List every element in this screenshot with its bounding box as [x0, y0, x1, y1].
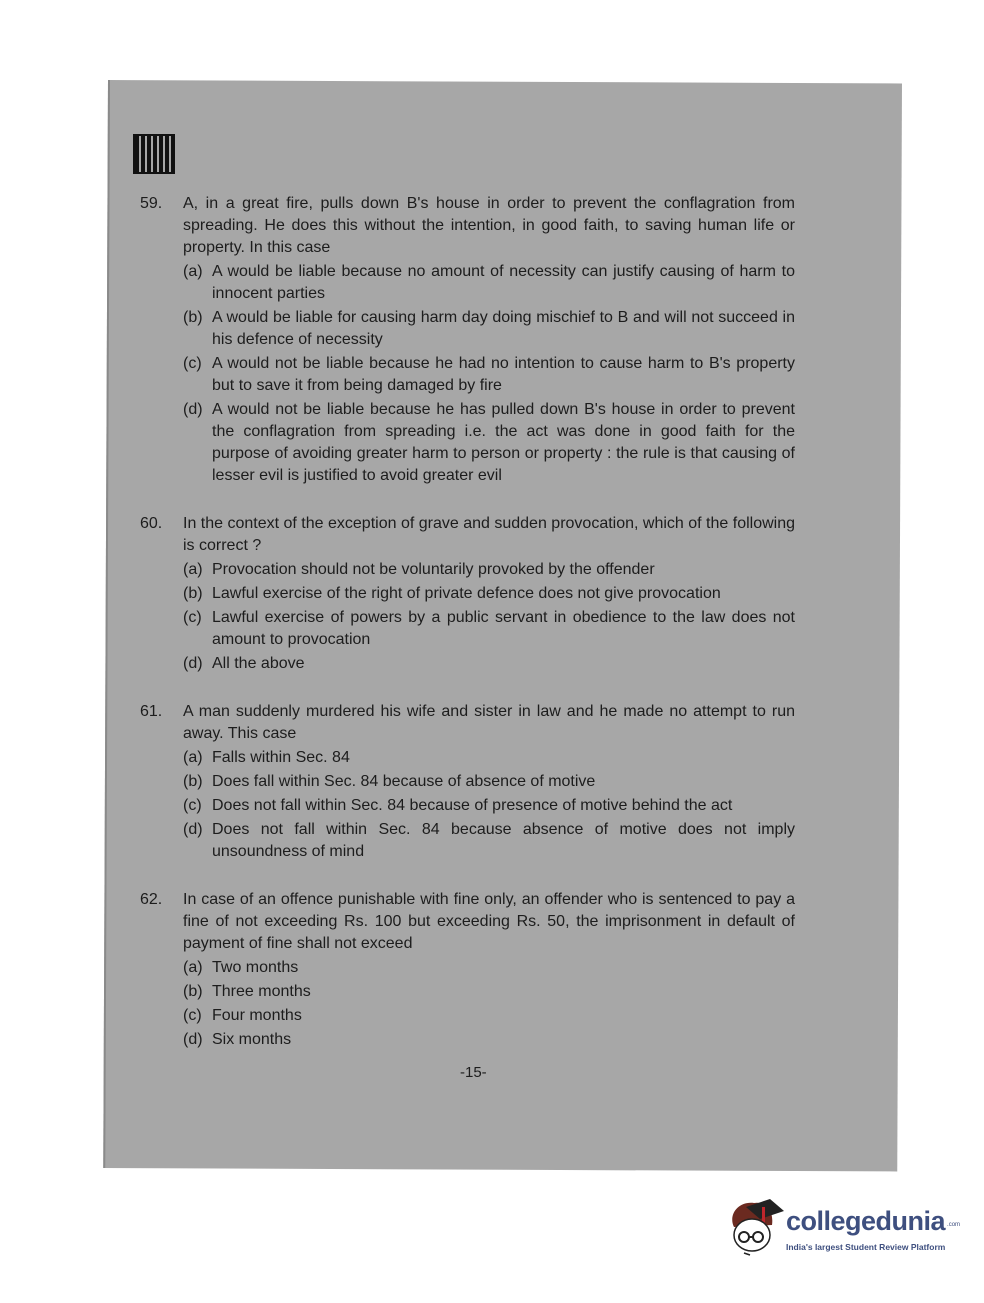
question-stem: In case of an offence punishable with fine only, an offender who is sentenced to pay a fine of not exceeding Rs. 100 but exceeding Rs. 50, the imprisonment in default of payment of fine shall not exceed — [183, 891, 795, 952]
option-text: Does not fall within Sec. 84 because absence of motive does not imply unsoundness of mind — [212, 821, 795, 860]
option-label: (a) — [183, 959, 203, 976]
option — [183, 957, 795, 979]
option — [183, 583, 795, 605]
option-label: (c) — [183, 609, 202, 626]
option-text: Lawful exercise of powers by a public servant in obedience to the law does not amount to provocation — [212, 609, 795, 648]
option-text: A would not be liable because he had no intention to cause harm to B's property but to save it from being damaged by fire — [212, 355, 795, 394]
option — [183, 653, 795, 675]
option-label: (d) — [183, 1031, 203, 1048]
option-text: Two months — [212, 959, 299, 976]
option-text: A would be liable because no amount of necessity can justify causing of harm to innocent parties — [212, 263, 795, 302]
question-list — [140, 193, 795, 1083]
option-label: (a) — [183, 749, 203, 766]
option-text: Falls within Sec. 84 — [212, 749, 350, 766]
option-text: Does fall within Sec. 84 because of absence of motive — [212, 773, 596, 790]
question-stem: In the context of the exception of grave and sudden provocation, which of the following is correct ? — [183, 515, 795, 554]
logo-brand-row — [786, 1205, 960, 1237]
option-label: (d) — [183, 655, 203, 672]
question-61 — [140, 701, 795, 863]
option-text: A would be liable for causing harm day doing mischief to B and will not succeed in his defence of necessity — [212, 309, 795, 348]
option-text: Four months — [212, 1007, 302, 1024]
option-label: (d) — [183, 821, 203, 838]
question-62 — [140, 889, 795, 1051]
question-stem: A, in a great fire, pulls down B's house in order to prevent the conflagration from spreading. He does this without the intention, in good faith, to saving human life or property. In this case — [183, 195, 795, 256]
page-number: -15- — [460, 1064, 487, 1081]
option-text: Provocation should not be voluntarily provoked by the offender — [212, 561, 655, 578]
option-label: (d) — [183, 401, 203, 418]
logo-com: .com — [947, 1222, 961, 1228]
option — [183, 399, 795, 487]
option-text: Lawful exercise of the right of private defence does not give provocation — [212, 585, 721, 602]
option-text: A would not be liable because he has pulled down B's house in order to prevent the conflagration from spreading i.e. the act was done in good faith for the purpose of avoiding greater harm to person or property : the rule is that causing of lesser evil is justified to avoid greater evil — [212, 401, 795, 484]
option-label: (b) — [183, 309, 203, 326]
question-60 — [140, 513, 795, 675]
option-label: (b) — [183, 983, 203, 1000]
option-label: (c) — [183, 1007, 202, 1024]
option — [183, 607, 795, 651]
data-matrix-code — [135, 136, 173, 172]
collegedunia-logo — [726, 1197, 976, 1257]
option — [183, 353, 795, 397]
question-number: 59. — [140, 195, 163, 212]
option — [183, 747, 795, 769]
question-number: 60. — [140, 515, 163, 532]
option — [183, 1005, 795, 1027]
option — [183, 307, 795, 351]
option-text: Does not fall within Sec. 84 because of presence of motive behind the act — [212, 797, 733, 814]
option-text: Six months — [212, 1031, 292, 1048]
option — [183, 559, 795, 581]
option-label: (a) — [183, 561, 203, 578]
question-number: 61. — [140, 703, 163, 720]
option-label: (b) — [183, 773, 203, 790]
option — [183, 795, 795, 817]
option — [183, 819, 795, 863]
option — [183, 981, 795, 1003]
option-label: (c) — [183, 355, 202, 372]
mascot-icon — [726, 1197, 786, 1257]
option-label: (b) — [183, 585, 203, 602]
option-text: Three months — [212, 983, 311, 1000]
logo-tagline: India's largest Student Review Platform — [786, 1242, 946, 1252]
option — [183, 771, 795, 793]
option — [183, 261, 795, 305]
option-label: (a) — [183, 263, 203, 280]
option-label: (c) — [183, 797, 202, 814]
option — [183, 1029, 795, 1051]
question-number: 62. — [140, 891, 163, 908]
question-stem: A man suddenly murdered his wife and sister in law and he made no attempt to run away. This case — [183, 703, 795, 742]
question-59 — [140, 193, 795, 487]
logo-brand: collegedunia — [786, 1206, 946, 1236]
option-text: All the above — [212, 655, 305, 672]
